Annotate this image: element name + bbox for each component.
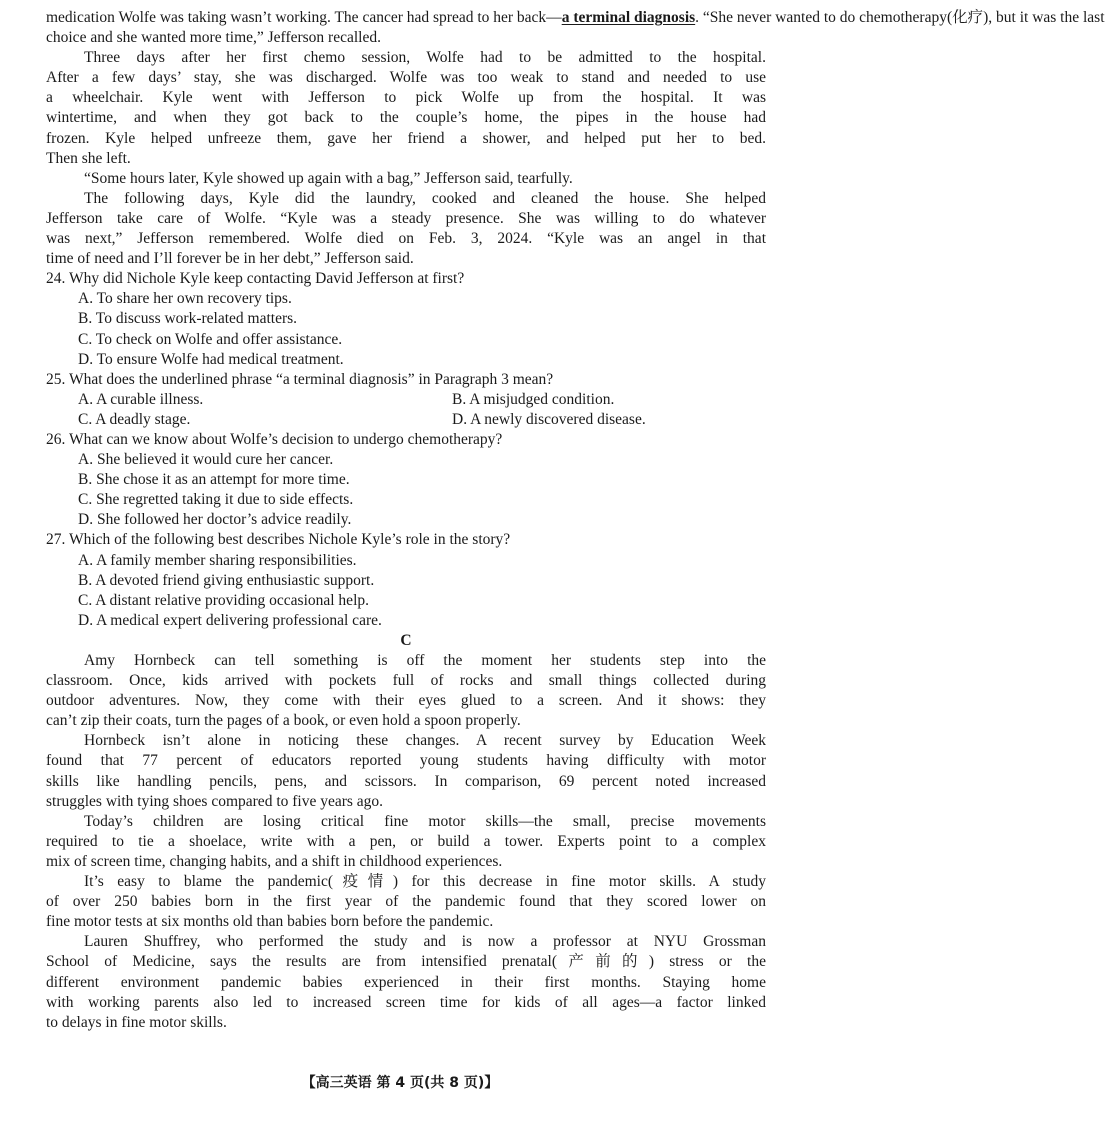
question-25-stem: 25. What does the underlined phrase “a terminal diagnosis” in Paragraph 3 mean?: [46, 370, 554, 388]
passage-b-line: wintertime, and when they got back to the couple’s home, the pipes in the house had: [46, 109, 766, 127]
passage-b-line: Jefferson take care of Wolfe. “Kyle was a steady presence. She was willing to do whatever: [46, 209, 766, 227]
passage-b-line: After a few days’ stay, she was discharged. Wolfe was too weak to stand and needed to use: [46, 69, 766, 87]
passage-c-label: C: [400, 631, 412, 649]
passage-c-line: of over 250 babies born in the first year of the pandemic found that they scored lower on: [46, 893, 766, 911]
passage-c-line: Today’s children are losing critical fine motor skills—the small, precise movements: [84, 812, 766, 830]
passage-c-line: classroom. Once, kids arrived with pockets full of rocks and small things collected during: [46, 672, 766, 690]
passage-c-line: Amy Hornbeck can tell something is off the moment her students step into the: [84, 652, 766, 669]
question-25-option-c: C. A deadly stage.: [78, 410, 191, 428]
question-27-option-c: C. A distant relative providing occasional help.: [78, 591, 369, 609]
passage-c-line: outdoor adventures. Now, they come with their eyes glued to a screen. And it shows: they: [46, 692, 766, 710]
question-27-option-a: A. A family member sharing responsibilities.: [78, 551, 357, 569]
question-26-option-d: D. She followed her doctor’s advice readily.: [78, 511, 352, 529]
passage-b-line: “Some hours later, Kyle showed up again with a bag,” Jefferson said, tearfully.: [84, 169, 573, 187]
question-24-option-c: C. To check on Wolfe and offer assistance.: [78, 330, 343, 348]
question-25-option-b: B. A misjudged condition.: [452, 390, 615, 408]
passage-c-line: School of Medicine, says the results are from intensified prenatal(产前的) stress or the: [46, 953, 766, 971]
question-24-option-d: D. To ensure Wolfe had medical treatment.: [78, 350, 344, 368]
passage-b-line: medication Wolfe was taking wasn’t working. The cancer had spread to her back—a terminal diagnosis. “She never wanted to do chemotherapy(化疗), but it was the last: [46, 9, 1105, 26]
question-27-option-d: D. A medical expert delivering professional care.: [78, 611, 382, 629]
passage-c-line: mix of screen time, changing habits, and a shift in childhood experiences.: [46, 852, 503, 870]
passage-c-line: with working parents also led to increased screen time for kids of all ages—a factor linked: [46, 993, 766, 1011]
question-26-option-a: A. She believed it would cure her cancer.: [78, 451, 334, 469]
passage-c-line: Hornbeck isn’t alone in noticing these changes. A recent survey by Education Week: [84, 732, 766, 750]
question-24-stem: 24. Why did Nichole Kyle keep contacting David Jefferson at first?: [46, 270, 465, 288]
question-27-stem: 27. Which of the following best describes Nichole Kyle’s role in the story?: [46, 531, 511, 549]
passage-b-line: choice and she wanted more time,” Jefferson recalled.: [46, 29, 381, 47]
passage-c-line: found that 77 percent of educators reported young students having difficulty with motor: [46, 752, 766, 770]
question-25-options-row: [46, 410, 766, 430]
passage-b-line: a wheelchair. Kyle went with Jefferson to pick Wolfe up from the hospital. It was: [46, 89, 766, 107]
passage-b-line: Then she left.: [46, 149, 131, 167]
passage-c-line: skills like handling pencils, pens, and scissors. In comparison, 69 percent noted increased: [46, 772, 766, 790]
passage-c-line: can’t zip their coats, turn the pages of a book, or even hold a spoon properly.: [46, 712, 521, 730]
passage-b-line: Three days after her first chemo session, Wolfe had to be admitted to the hospital.: [84, 49, 766, 67]
question-25-option-a: A. A curable illness.: [78, 390, 204, 408]
passage-c-line: It’s easy to blame the pandemic(疫情) for this decrease in fine motor skills. A study: [84, 873, 766, 891]
passage-b-line: time of need and I’ll forever be in her debt,” Jefferson said.: [46, 250, 414, 268]
question-25-option-d: D. A newly discovered disease.: [452, 410, 646, 428]
passage-c-line: to delays in fine motor skills.: [46, 1013, 227, 1031]
underlined-phrase: a terminal diagnosis: [561, 9, 696, 26]
question-24-option-a: A. To share her own recovery tips.: [78, 290, 292, 308]
question-26-option-b: B. She chose it as an attempt for more time.: [78, 471, 350, 489]
passage-b-line: The following days, Kyle did the laundry, cooked and cleaned the house. She helped: [84, 189, 766, 207]
question-24-option-b: B. To discuss work-related matters.: [78, 310, 298, 328]
passage-c-line: fine motor tests at six months old than babies born before the pandemic.: [46, 913, 494, 931]
passage-c-line: Lauren Shuffrey, who performed the study and is now a professor at NYU Grossman: [84, 933, 766, 951]
passage-b-line: frozen. Kyle helped unfreeze them, gave her friend a shower, and helped put her to bed.: [46, 129, 766, 147]
passage-c-line: struggles with tying shoes compared to five years ago.: [46, 792, 384, 810]
passage-b-line: was next,” Jefferson remembered. Wolfe died on Feb. 3, 2024. “Kyle was an angel in that: [46, 230, 766, 248]
passage-c-line: different environment pandemic babies experienced in their first months. Staying home: [46, 973, 766, 991]
question-25-options-row: [46, 390, 766, 410]
passage-c-line: required to tie a shoelace, write with a pen, or build a tower. Experts point to a complex: [46, 832, 766, 850]
page-footer: 【高三英语 第 4 页(共 8 页)】: [301, 1075, 499, 1091]
question-26-option-c: C. She regretted taking it due to side effects.: [78, 491, 354, 509]
question-26-stem: 26. What can we know about Wolfe’s decision to undergo chemotherapy?: [46, 430, 503, 448]
question-27-option-b: B. A devoted friend giving enthusiastic support.: [78, 571, 375, 589]
exam-page: [46, 8, 1105, 1033]
